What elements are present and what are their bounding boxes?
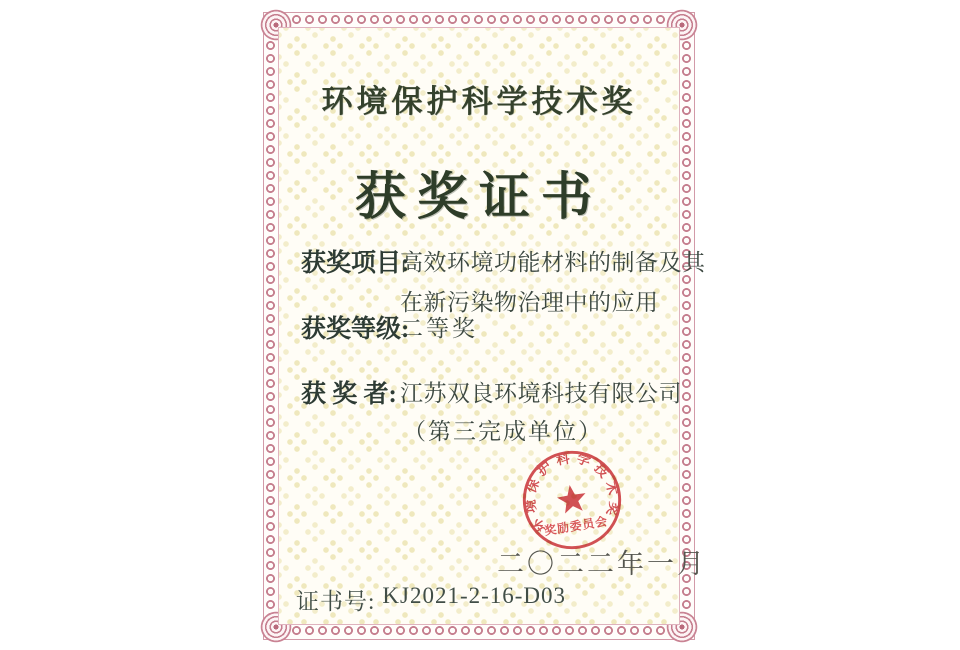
field-project-value xyxy=(400,250,706,317)
project-value-line1: 高效环境功能材料的制备及其 xyxy=(400,250,706,275)
field-winner-value: 江苏双良环境科技有限公司 xyxy=(400,381,682,406)
document-title: 获奖证书 xyxy=(354,170,603,226)
certificate-number xyxy=(296,583,566,616)
award-title: 环境保护科学技术奖 xyxy=(321,84,637,119)
field-grade-label: 获奖等级: xyxy=(301,316,410,343)
certificate-number-label: 证书号: xyxy=(296,589,376,614)
committee-seal xyxy=(513,441,632,560)
field-grade-value: 二等奖 xyxy=(400,316,478,341)
project-value-line2: 在新污染物治理中的应用 xyxy=(400,290,659,316)
seal-bottom-text: 奖励委员会 xyxy=(543,514,609,538)
seal-ring-text: 环境保护科学技术奖 xyxy=(522,449,623,536)
field-project-label: 获奖项目: xyxy=(301,250,410,277)
field-grade xyxy=(301,316,478,345)
field-winner xyxy=(301,381,682,410)
certificate-number-value: KJ2021-2-16-D03 xyxy=(382,583,567,608)
winner-rank-note: （第三完成单位） xyxy=(403,419,603,444)
certificate xyxy=(263,12,707,640)
star-icon xyxy=(555,483,588,515)
field-project xyxy=(301,250,706,317)
field-winner-label: 获 奖 者: xyxy=(301,381,397,408)
issue-date: 二〇二二年一月 xyxy=(497,549,707,579)
